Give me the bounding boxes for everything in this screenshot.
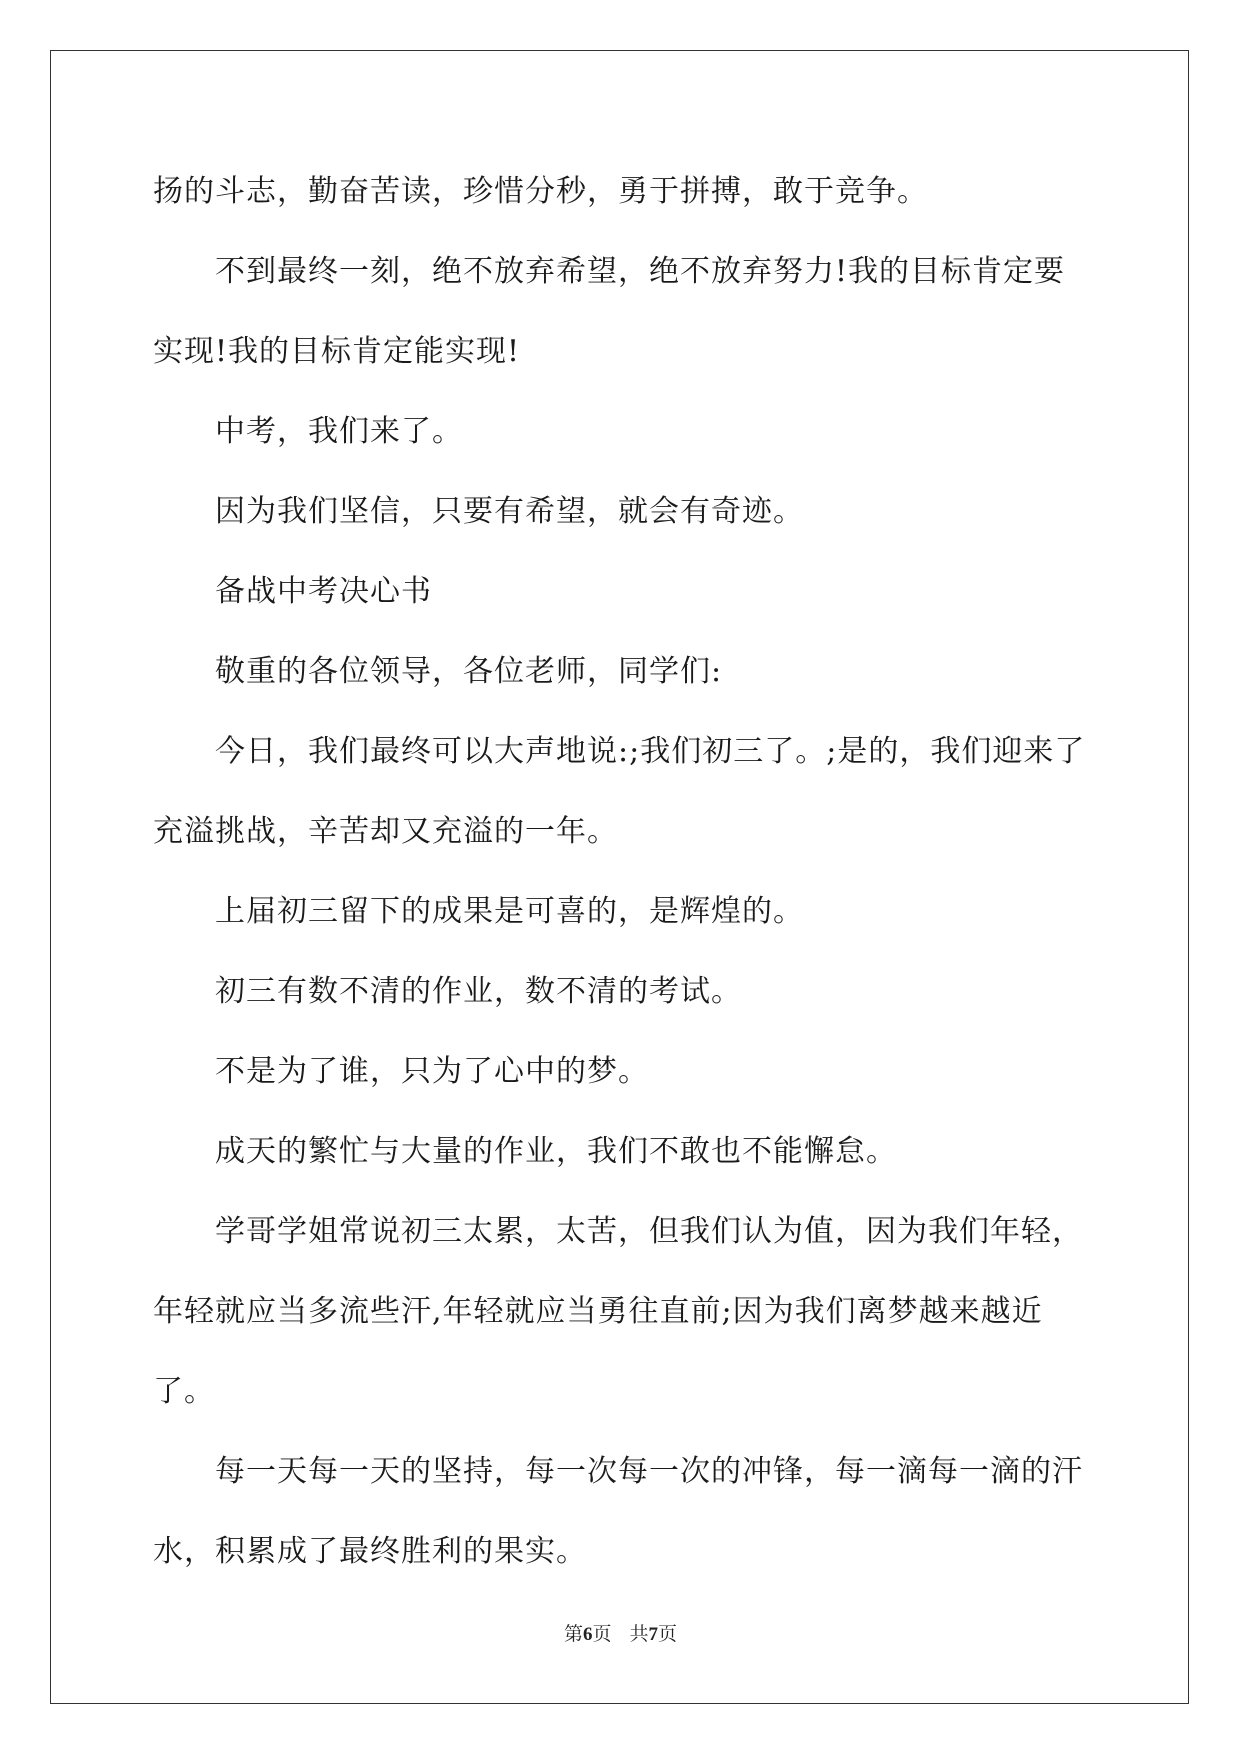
total-suffix: 页 — [658, 1623, 678, 1645]
paragraph: 成天的繁忙与大量的作业，我们不敢也不能懈怠。 — [215, 1134, 897, 1169]
paragraph: 学哥学姐常说初三太累，太苦，但我们认为值，因为我们年轻，年轻就应当多流些汗,年轻就应当勇往直前;因为我们离梦越来越近了。 — [153, 1214, 1083, 1409]
paragraph: 初三有数不清的作业，数不清的考试。 — [215, 974, 742, 1009]
page-footer — [0, 1619, 1241, 1646]
page-suffix: 页 — [592, 1623, 612, 1645]
total-pages: 7 — [648, 1624, 659, 1645]
salutation: 敬重的各位领导，各位老师，同学们: — [215, 654, 723, 689]
page-prefix: 第 — [563, 1623, 583, 1645]
paragraph: 中考，我们来了。 — [215, 414, 463, 449]
page-number: 6 — [582, 1624, 593, 1645]
paragraph: 今日，我们最终可以大声地说:;我们初三了。;是的，我们迎来了充溢挑战，辛苦却又充溢的一年。 — [153, 734, 1086, 849]
paragraph: 不到最终一刻，绝不放弃希望，绝不放弃努力!我的目标肯定要实现!我的目标肯定能实现! — [153, 254, 1066, 369]
total-prefix: 共 — [629, 1623, 649, 1645]
paragraph: 每一天每一天的坚持，每一次每一次的冲锋，每一滴每一滴的汗水，积累成了最终胜利的果实。 — [153, 1454, 1083, 1569]
document-body — [153, 152, 1093, 1592]
paragraph: 扬的斗志，勤奋苦读，珍惜分秒，勇于拼搏，敢于竞争。 — [153, 174, 928, 209]
section-heading: 备战中考决心书 — [215, 574, 432, 609]
paragraph: 因为我们坚信，只要有希望，就会有奇迹。 — [215, 494, 804, 529]
paragraph: 不是为了谁，只为了心中的梦。 — [215, 1054, 649, 1089]
paragraph: 上届初三留下的成果是可喜的，是辉煌的。 — [215, 894, 804, 929]
